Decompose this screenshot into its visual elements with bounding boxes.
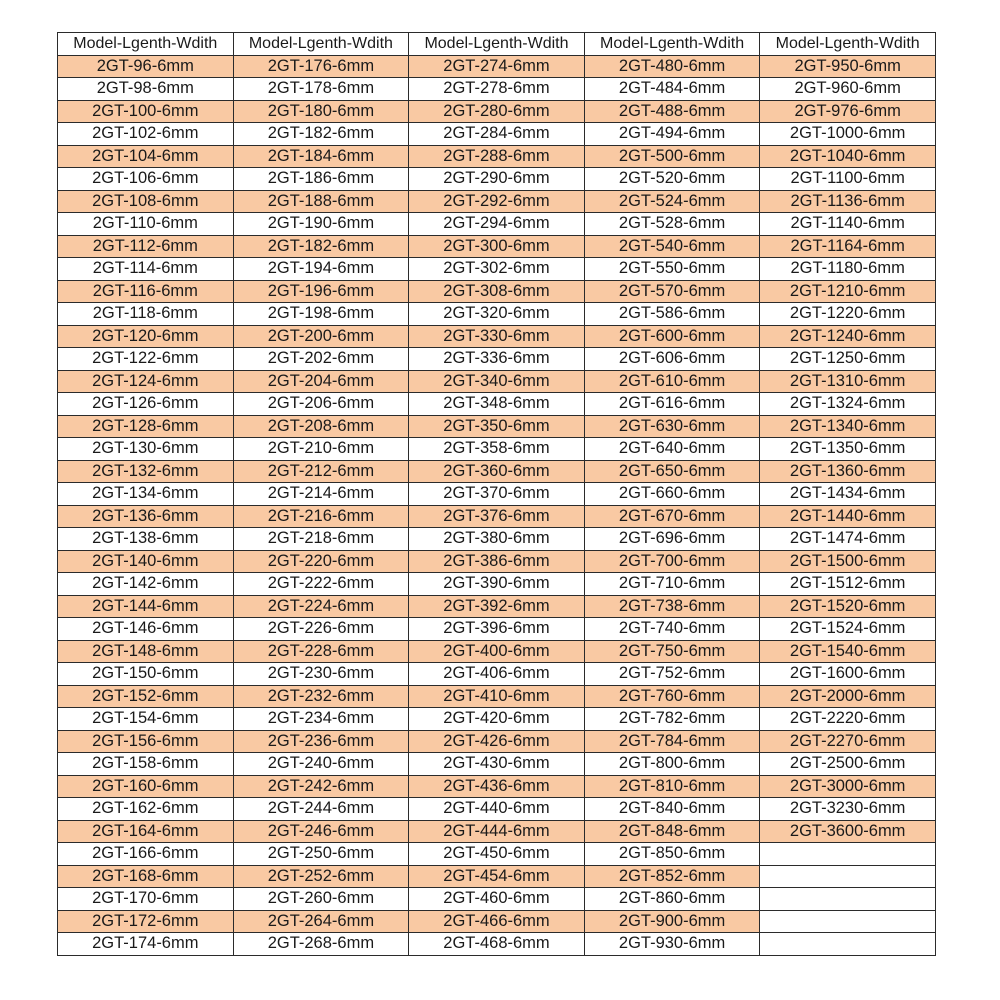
table-cell: 2GT-260-6mm [233,888,409,911]
table-cell: 2GT-1440-6mm [760,505,936,528]
table-cell: 2GT-782-6mm [584,708,760,731]
table-cell: 2GT-738-6mm [584,595,760,618]
table-cell: 2GT-460-6mm [409,888,585,911]
table-row [58,213,936,236]
table-cell: 2GT-132-6mm [58,460,234,483]
table-cell: 2GT-292-6mm [409,190,585,213]
table-cell: 2GT-100-6mm [58,100,234,123]
table-cell: 2GT-752-6mm [584,663,760,686]
table-cell: 2GT-376-6mm [409,505,585,528]
table-row [58,325,936,348]
table-cell: 2GT-114-6mm [58,258,234,281]
table-cell: 2GT-194-6mm [233,258,409,281]
table-cell: 2GT-112-6mm [58,235,234,258]
table-row [58,888,936,911]
table-cell: 2GT-138-6mm [58,528,234,551]
table-row [58,910,936,933]
table-cell: 2GT-144-6mm [58,595,234,618]
table-cell: 2GT-284-6mm [409,123,585,146]
table-cell: 2GT-600-6mm [584,325,760,348]
table-cell [760,910,936,933]
table-cell: 2GT-2270-6mm [760,730,936,753]
table-cell: 2GT-118-6mm [58,303,234,326]
table-cell: 2GT-1250-6mm [760,348,936,371]
table-cell: 2GT-110-6mm [58,213,234,236]
table-cell: 2GT-1324-6mm [760,393,936,416]
table-cell: 2GT-268-6mm [233,933,409,956]
table-row [58,753,936,776]
table-cell: 2GT-606-6mm [584,348,760,371]
table-cell: 2GT-2500-6mm [760,753,936,776]
table-row [58,505,936,528]
table-row [58,303,936,326]
table-cell [760,888,936,911]
table-cell: 2GT-148-6mm [58,640,234,663]
table-cell: 2GT-800-6mm [584,753,760,776]
table-cell: 2GT-392-6mm [409,595,585,618]
table-cell: 2GT-190-6mm [233,213,409,236]
table-cell: 2GT-848-6mm [584,820,760,843]
table-cell: 2GT-340-6mm [409,370,585,393]
table-cell: 2GT-700-6mm [584,550,760,573]
table-cell: 2GT-336-6mm [409,348,585,371]
table-row [58,865,936,888]
table-cell: 2GT-760-6mm [584,685,760,708]
table-cell: 2GT-246-6mm [233,820,409,843]
table-cell: 2GT-142-6mm [58,573,234,596]
table-cell: 2GT-146-6mm [58,618,234,641]
table-row [58,933,936,956]
table-cell: 2GT-348-6mm [409,393,585,416]
table-cell: 2GT-480-6mm [584,55,760,78]
table-cell: 2GT-466-6mm [409,910,585,933]
table-cell: 2GT-1164-6mm [760,235,936,258]
table-cell: 2GT-1360-6mm [760,460,936,483]
table-row [58,55,936,78]
table-cell: 2GT-1512-6mm [760,573,936,596]
table-cell: 2GT-170-6mm [58,888,234,911]
table-cell: 2GT-500-6mm [584,145,760,168]
table-cell: 2GT-488-6mm [584,100,760,123]
table-row [58,348,936,371]
table-row [58,528,936,551]
table-cell: 2GT-386-6mm [409,550,585,573]
table-cell: 2GT-128-6mm [58,415,234,438]
table-cell: 2GT-540-6mm [584,235,760,258]
table-cell: 2GT-186-6mm [233,168,409,191]
table-cell: 2GT-198-6mm [233,303,409,326]
table-cell: 2GT-3000-6mm [760,775,936,798]
table-cell: 2GT-136-6mm [58,505,234,528]
table-cell: 2GT-106-6mm [58,168,234,191]
table-cell: 2GT-290-6mm [409,168,585,191]
table-cell: 2GT-210-6mm [233,438,409,461]
table-cell: 2GT-200-6mm [233,325,409,348]
table-cell: 2GT-96-6mm [58,55,234,78]
table-cell: 2GT-230-6mm [233,663,409,686]
table-cell: 2GT-168-6mm [58,865,234,888]
table-cell: 2GT-1520-6mm [760,595,936,618]
table-cell: 2GT-358-6mm [409,438,585,461]
table-cell: 2GT-436-6mm [409,775,585,798]
table-cell: 2GT-236-6mm [233,730,409,753]
column-header: Model-Lgenth-Wdith [233,33,409,56]
table-cell: 2GT-810-6mm [584,775,760,798]
table-cell: 2GT-1474-6mm [760,528,936,551]
table-row [58,78,936,101]
table-cell: 2GT-2220-6mm [760,708,936,731]
table-cell: 2GT-98-6mm [58,78,234,101]
table-cell: 2GT-1524-6mm [760,618,936,641]
table-row [58,820,936,843]
table-cell: 2GT-126-6mm [58,393,234,416]
table-cell: 2GT-2000-6mm [760,685,936,708]
table-row [58,280,936,303]
table-cell: 2GT-400-6mm [409,640,585,663]
table-cell: 2GT-900-6mm [584,910,760,933]
table-cell: 2GT-116-6mm [58,280,234,303]
table-cell: 2GT-202-6mm [233,348,409,371]
table-cell: 2GT-308-6mm [409,280,585,303]
table-cell: 2GT-222-6mm [233,573,409,596]
table-row [58,775,936,798]
table-row [58,640,936,663]
column-header: Model-Lgenth-Wdith [760,33,936,56]
table-cell: 2GT-208-6mm [233,415,409,438]
table-cell [760,865,936,888]
table-cell: 2GT-1140-6mm [760,213,936,236]
table-row [58,235,936,258]
table-row [58,438,936,461]
table-cell: 2GT-484-6mm [584,78,760,101]
table-row [58,483,936,506]
table-cell: 2GT-710-6mm [584,573,760,596]
table-cell: 2GT-494-6mm [584,123,760,146]
table-cell: 2GT-1180-6mm [760,258,936,281]
table-cell: 2GT-860-6mm [584,888,760,911]
table-cell: 2GT-528-6mm [584,213,760,236]
table-cell: 2GT-1210-6mm [760,280,936,303]
table-cell: 2GT-228-6mm [233,640,409,663]
table-row [58,618,936,641]
table-cell: 2GT-150-6mm [58,663,234,686]
table-cell: 2GT-204-6mm [233,370,409,393]
table-cell: 2GT-610-6mm [584,370,760,393]
table-cell: 2GT-440-6mm [409,798,585,821]
table-cell: 2GT-390-6mm [409,573,585,596]
table-row [58,145,936,168]
table-cell: 2GT-320-6mm [409,303,585,326]
table-row [58,460,936,483]
table-cell: 2GT-960-6mm [760,78,936,101]
table-cell: 2GT-350-6mm [409,415,585,438]
table-cell: 2GT-250-6mm [233,843,409,866]
table-cell: 2GT-1100-6mm [760,168,936,191]
belt-size-sheet [57,32,935,956]
table-cell: 2GT-1540-6mm [760,640,936,663]
table-cell: 2GT-370-6mm [409,483,585,506]
table-cell [760,933,936,956]
table-cell: 2GT-164-6mm [58,820,234,843]
table-cell: 2GT-240-6mm [233,753,409,776]
table-row [58,168,936,191]
table-cell: 2GT-1136-6mm [760,190,936,213]
table-cell: 2GT-784-6mm [584,730,760,753]
table-cell: 2GT-278-6mm [409,78,585,101]
table-row [58,663,936,686]
table-cell: 2GT-220-6mm [233,550,409,573]
table-cell: 2GT-1350-6mm [760,438,936,461]
table-cell: 2GT-650-6mm [584,460,760,483]
table-cell: 2GT-224-6mm [233,595,409,618]
table-cell: 2GT-1040-6mm [760,145,936,168]
table-cell: 2GT-196-6mm [233,280,409,303]
table-cell: 2GT-1340-6mm [760,415,936,438]
table-cell: 2GT-108-6mm [58,190,234,213]
table-cell: 2GT-740-6mm [584,618,760,641]
table-cell: 2GT-140-6mm [58,550,234,573]
table-cell: 2GT-630-6mm [584,415,760,438]
table-header [58,33,936,56]
table-row [58,190,936,213]
table-cell: 2GT-242-6mm [233,775,409,798]
table-cell: 2GT-188-6mm [233,190,409,213]
table-cell: 2GT-640-6mm [584,438,760,461]
table-row [58,708,936,731]
table-cell: 2GT-1434-6mm [760,483,936,506]
table-cell: 2GT-232-6mm [233,685,409,708]
table-cell: 2GT-130-6mm [58,438,234,461]
table-cell: 2GT-160-6mm [58,775,234,798]
table-cell: 2GT-380-6mm [409,528,585,551]
table-cell: 2GT-850-6mm [584,843,760,866]
table-cell: 2GT-158-6mm [58,753,234,776]
header-row [58,33,936,56]
table-cell: 2GT-120-6mm [58,325,234,348]
table-cell: 2GT-156-6mm [58,730,234,753]
table-cell: 2GT-212-6mm [233,460,409,483]
table-row [58,595,936,618]
table-cell: 2GT-166-6mm [58,843,234,866]
table-cell: 2GT-182-6mm [233,235,409,258]
table-cell: 2GT-840-6mm [584,798,760,821]
table-cell: 2GT-410-6mm [409,685,585,708]
table-cell: 2GT-180-6mm [233,100,409,123]
table-cell [760,843,936,866]
table-cell: 2GT-102-6mm [58,123,234,146]
table-cell: 2GT-670-6mm [584,505,760,528]
table-cell: 2GT-252-6mm [233,865,409,888]
table-cell: 2GT-396-6mm [409,618,585,641]
table-row [58,573,936,596]
table-row [58,550,936,573]
table-cell: 2GT-3600-6mm [760,820,936,843]
table-cell: 2GT-300-6mm [409,235,585,258]
table-cell: 2GT-570-6mm [584,280,760,303]
table-cell: 2GT-3230-6mm [760,798,936,821]
table-cell: 2GT-124-6mm [58,370,234,393]
table-cell: 2GT-294-6mm [409,213,585,236]
table-row [58,843,936,866]
table-cell: 2GT-454-6mm [409,865,585,888]
table-row [58,798,936,821]
table-row [58,100,936,123]
table-cell: 2GT-950-6mm [760,55,936,78]
table-cell: 2GT-1310-6mm [760,370,936,393]
belt-size-table [57,32,936,956]
table-cell: 2GT-696-6mm [584,528,760,551]
table-cell: 2GT-406-6mm [409,663,585,686]
column-header: Model-Lgenth-Wdith [409,33,585,56]
table-cell: 2GT-184-6mm [233,145,409,168]
table-cell: 2GT-520-6mm [584,168,760,191]
table-cell: 2GT-1600-6mm [760,663,936,686]
table-row [58,393,936,416]
table-cell: 2GT-586-6mm [584,303,760,326]
table-cell: 2GT-444-6mm [409,820,585,843]
table-cell: 2GT-420-6mm [409,708,585,731]
table-cell: 2GT-244-6mm [233,798,409,821]
table-cell: 2GT-274-6mm [409,55,585,78]
table-cell: 2GT-174-6mm [58,933,234,956]
table-row [58,370,936,393]
table-cell: 2GT-852-6mm [584,865,760,888]
table-cell: 2GT-976-6mm [760,100,936,123]
table-cell: 2GT-154-6mm [58,708,234,731]
table-row [58,258,936,281]
table-cell: 2GT-1500-6mm [760,550,936,573]
table-cell: 2GT-280-6mm [409,100,585,123]
table-cell: 2GT-216-6mm [233,505,409,528]
table-cell: 2GT-1220-6mm [760,303,936,326]
table-cell: 2GT-176-6mm [233,55,409,78]
table-cell: 2GT-660-6mm [584,483,760,506]
table-cell: 2GT-524-6mm [584,190,760,213]
column-header: Model-Lgenth-Wdith [58,33,234,56]
table-cell: 2GT-468-6mm [409,933,585,956]
table-cell: 2GT-152-6mm [58,685,234,708]
table-cell: 2GT-1240-6mm [760,325,936,348]
table-cell: 2GT-206-6mm [233,393,409,416]
table-cell: 2GT-218-6mm [233,528,409,551]
table-cell: 2GT-616-6mm [584,393,760,416]
table-cell: 2GT-426-6mm [409,730,585,753]
table-cell: 2GT-172-6mm [58,910,234,933]
table-cell: 2GT-162-6mm [58,798,234,821]
table-cell: 2GT-226-6mm [233,618,409,641]
table-cell: 2GT-104-6mm [58,145,234,168]
table-cell: 2GT-182-6mm [233,123,409,146]
table-row [58,123,936,146]
table-cell: 2GT-264-6mm [233,910,409,933]
table-cell: 2GT-214-6mm [233,483,409,506]
table-cell: 2GT-750-6mm [584,640,760,663]
table-cell: 2GT-930-6mm [584,933,760,956]
table-row [58,415,936,438]
table-body [58,55,936,955]
table-cell: 2GT-1000-6mm [760,123,936,146]
table-cell: 2GT-288-6mm [409,145,585,168]
table-row [58,685,936,708]
table-cell: 2GT-134-6mm [58,483,234,506]
table-cell: 2GT-450-6mm [409,843,585,866]
table-cell: 2GT-330-6mm [409,325,585,348]
table-row [58,730,936,753]
table-cell: 2GT-122-6mm [58,348,234,371]
table-cell: 2GT-360-6mm [409,460,585,483]
table-cell: 2GT-178-6mm [233,78,409,101]
table-cell: 2GT-430-6mm [409,753,585,776]
table-cell: 2GT-302-6mm [409,258,585,281]
column-header: Model-Lgenth-Wdith [584,33,760,56]
table-cell: 2GT-550-6mm [584,258,760,281]
table-cell: 2GT-234-6mm [233,708,409,731]
